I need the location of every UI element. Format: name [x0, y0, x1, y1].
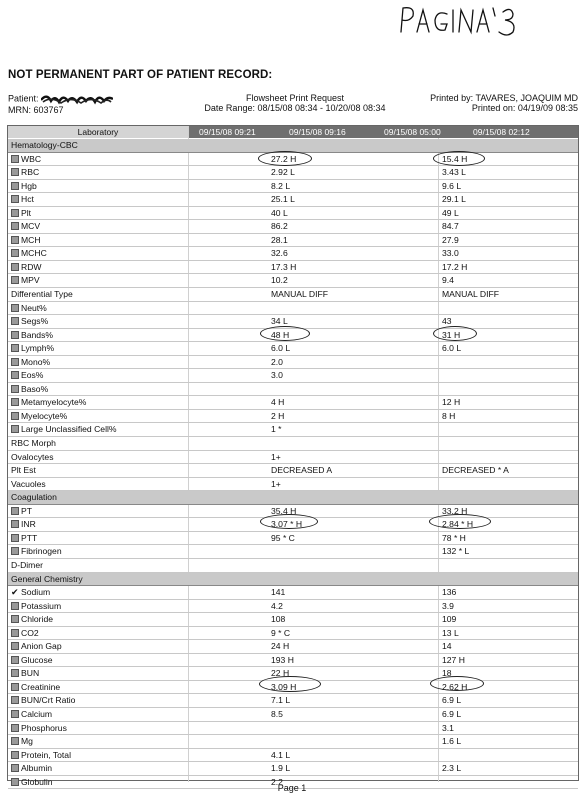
test-name-text: Mg [21, 736, 33, 747]
test-name [11, 193, 34, 207]
table-row [8, 586, 578, 600]
table-row [8, 600, 578, 614]
section-row [8, 139, 578, 153]
graph-icon[interactable] [11, 615, 19, 623]
graph-icon[interactable] [11, 331, 19, 339]
test-name-text: Hgb [21, 180, 37, 191]
test-name [11, 600, 61, 614]
graph-icon[interactable] [11, 385, 19, 393]
result-value-col1: 141 [271, 587, 286, 598]
result-value-col4: 49 L [442, 207, 459, 218]
table-row [8, 654, 578, 668]
result-value-col4: 27.9 [442, 234, 459, 245]
result-value-col4: 9.4 [442, 275, 454, 286]
section-label [11, 573, 83, 587]
result-value-col1: 17.3 H [271, 261, 297, 272]
result-value-col1: 35.4 H [271, 505, 297, 516]
table-row [8, 234, 578, 248]
test-name-text: INR [21, 519, 36, 530]
test-name [11, 545, 62, 559]
test-name-text: MCV [21, 221, 41, 232]
result-value-col4: 78 * H [442, 532, 466, 543]
test-name-text: Creatinine [21, 681, 61, 692]
test-name-text: Glucose [21, 654, 53, 665]
result-value-col4: 132 * L [442, 546, 470, 557]
graph-icon[interactable] [11, 547, 19, 555]
test-name [11, 329, 53, 343]
table-row [8, 627, 578, 641]
handwriting-drawing [395, 2, 535, 42]
test-name [11, 681, 60, 695]
test-name [11, 722, 67, 736]
table-row [8, 518, 578, 532]
table-row [8, 356, 578, 370]
test-name-text: Large Unclassified Cell% [21, 424, 117, 435]
table-row [8, 545, 578, 559]
redaction-scribble [41, 93, 113, 105]
result-value-col1: 32.6 [271, 248, 288, 259]
test-name-text: Segs% [21, 316, 49, 327]
test-name [11, 342, 54, 356]
graph-icon[interactable] [11, 317, 19, 325]
test-name [11, 437, 56, 451]
test-name [11, 451, 54, 465]
test-name [11, 247, 47, 261]
graph-icon[interactable] [11, 737, 19, 745]
table-row [8, 505, 578, 519]
result-value-col1: MANUAL DIFF [271, 289, 328, 300]
test-name-text: Anion Gap [21, 641, 62, 652]
printed-on: Printed on: 04/19/09 08:35 [471, 103, 578, 113]
table-row [8, 681, 578, 695]
patient-info [8, 93, 113, 115]
table-row [8, 694, 578, 708]
test-name-text: Protein, Total [21, 749, 72, 760]
test-name [11, 478, 46, 492]
result-value-col1: 8.2 L [271, 180, 291, 191]
table-row [8, 478, 578, 492]
result-value-col4: 15.4 H [442, 153, 468, 164]
test-name [11, 288, 73, 302]
test-name-text: Lymph% [21, 343, 55, 354]
test-name-text: Vacuoles [11, 478, 46, 489]
date-column-4: 09/15/08 02:12 [473, 127, 530, 137]
graph-icon[interactable] [11, 398, 19, 406]
result-value-col4: 17.2 H [442, 261, 468, 272]
table-row [8, 261, 578, 275]
graph-icon[interactable] [11, 276, 19, 284]
result-value-col1: 2 H [271, 410, 285, 421]
table-row [8, 247, 578, 261]
result-value-col4: 12 H [442, 397, 461, 408]
table-row [8, 153, 578, 167]
result-value-col4: 43 [442, 316, 452, 327]
result-value-col4: MANUAL DIFF [442, 289, 499, 300]
result-value-col1: 7.1 L [271, 695, 291, 706]
table-row [8, 464, 578, 478]
result-value-col4: 127 H [442, 654, 465, 665]
test-name-text: Myelocyte% [21, 410, 68, 421]
test-name-text: Hematology-CBC [11, 140, 78, 150]
test-name-text: Chloride [21, 614, 54, 625]
result-value-col4: 136 [442, 587, 457, 598]
table-row [8, 180, 578, 194]
table-row [8, 559, 578, 573]
test-name-text: MCH [21, 234, 41, 245]
table-row [8, 302, 578, 316]
result-value-col4: 2.3 L [442, 763, 462, 774]
section-label [11, 491, 57, 505]
test-name-text: Neut% [21, 302, 47, 313]
result-value-col1: 2.92 L [271, 167, 295, 178]
test-name-text: Phosphorus [21, 722, 67, 733]
section-label [11, 139, 78, 153]
graph-icon[interactable] [11, 209, 19, 217]
test-name [11, 166, 39, 180]
test-name [11, 369, 43, 383]
result-value-col4: 84.7 [442, 221, 459, 232]
test-name-text: Coagulation [11, 492, 57, 503]
test-name [11, 640, 62, 654]
graph-icon[interactable] [11, 155, 19, 163]
result-value-col1: 34 L [271, 316, 288, 327]
test-name [11, 518, 36, 532]
table-row [8, 451, 578, 465]
result-value-col1: 4 H [271, 397, 285, 408]
result-value-col4: 3.9 [442, 600, 454, 611]
date-column-3: 09/15/08 05:00 [384, 127, 441, 137]
test-name-text: RDW [21, 261, 42, 272]
result-value-col1: 6.0 L [271, 343, 291, 354]
test-name [11, 220, 40, 234]
result-value-col1: 193 H [271, 654, 294, 665]
table-row [8, 423, 578, 437]
graph-icon[interactable] [11, 534, 19, 542]
graph-icon[interactable] [11, 683, 19, 691]
test-name-text: Eos% [21, 370, 44, 381]
result-value-col4: 13 L [442, 627, 459, 638]
test-name [11, 207, 31, 221]
test-name [11, 302, 47, 316]
test-name-text: Globulin [21, 776, 53, 787]
date-range: Date Range: 08/15/08 08:34 - 10/20/08 08:34 [204, 103, 386, 113]
table-row [8, 342, 578, 356]
table-row [8, 722, 578, 736]
test-name [11, 423, 117, 437]
laboratory-header: Laboratory [8, 126, 188, 138]
test-name-text: Differential Type [11, 289, 73, 300]
result-value-col4: DECREASED * A [442, 465, 509, 476]
table-row [8, 613, 578, 627]
test-name [11, 356, 50, 370]
result-value-col4: 9.6 L [442, 180, 462, 191]
result-value-col4: 18 [442, 668, 452, 679]
printed-by: Printed by: TAVARES, JOAQUIM MD [430, 93, 578, 103]
test-name [11, 586, 50, 600]
table-row [8, 220, 578, 234]
test-name [11, 749, 71, 763]
checkmark-icon[interactable]: ✔ [11, 587, 19, 598]
test-name-text: Sodium [21, 587, 51, 598]
result-value-col4: 3.43 L [442, 167, 466, 178]
result-value-col4: 2.84 * H [442, 519, 474, 530]
lab-flowsheet-table [7, 125, 579, 787]
test-name [11, 464, 36, 478]
test-name [11, 396, 86, 410]
result-value-col1: 95 * C [271, 532, 295, 543]
result-value-col4: 29.1 L [442, 194, 466, 205]
result-value-col1: 1+ [271, 451, 281, 462]
test-name-text: General Chemistry [11, 573, 83, 584]
test-name-text: Bands% [21, 329, 54, 340]
result-value-col1: 1 * [271, 424, 282, 435]
graph-icon[interactable] [11, 168, 19, 176]
graph-icon[interactable] [11, 507, 19, 515]
table-row [8, 410, 578, 424]
table-row [8, 274, 578, 288]
graph-icon[interactable] [11, 249, 19, 257]
test-name-text: Fibrinogen [21, 546, 62, 557]
test-name-text: CO2 [21, 627, 39, 638]
result-value-col4: 33.0 [442, 248, 459, 259]
test-name [11, 261, 42, 275]
result-value-col4: 6.9 L [442, 708, 462, 719]
test-name [11, 274, 40, 288]
result-value-col4: 31 H [442, 329, 461, 340]
test-name-text: WBC [21, 153, 42, 164]
result-value-col1: 48 H [271, 329, 290, 340]
date-column-1: 09/15/08 09:21 [199, 127, 256, 137]
test-name [11, 613, 53, 627]
result-value-col4: 6.0 L [442, 343, 462, 354]
graph-icon[interactable] [11, 371, 19, 379]
result-value-col1: 27.2 H [271, 153, 297, 164]
test-name [11, 180, 37, 194]
table-row [8, 396, 578, 410]
test-name [11, 667, 39, 681]
test-name-text: RBC [21, 167, 40, 178]
print-title: Flowsheet Print Request [245, 93, 345, 103]
graph-icon[interactable] [11, 358, 19, 366]
patient-label: Patient: [8, 93, 39, 104]
printed-info [430, 93, 578, 113]
result-value-col1: 9 * C [271, 627, 291, 638]
result-value-col1: 8.5 [271, 708, 283, 719]
graph-icon[interactable] [11, 195, 19, 203]
table-row [8, 640, 578, 654]
result-value-col1: 2.0 [271, 356, 283, 367]
graph-icon[interactable] [11, 182, 19, 190]
graph-icon[interactable] [11, 520, 19, 528]
table-row [8, 207, 578, 221]
mrn-line: MRN: 603767 [8, 105, 64, 115]
table-row [8, 708, 578, 722]
test-name [11, 410, 67, 424]
graph-icon[interactable] [11, 344, 19, 352]
graph-icon[interactable] [11, 751, 19, 759]
test-name [11, 383, 48, 397]
result-value-col1: 1+ [271, 478, 281, 489]
table-row [8, 762, 578, 776]
test-name-text: Hct [21, 194, 34, 205]
graph-icon[interactable] [11, 642, 19, 650]
test-name-text: Albumin [21, 763, 53, 774]
test-name-text: Mono% [21, 356, 51, 367]
test-name-text: Baso% [21, 383, 49, 394]
graph-icon[interactable] [11, 724, 19, 732]
table-row [8, 532, 578, 546]
test-name [11, 315, 48, 329]
test-name-text: Metamyelocyte% [21, 397, 87, 408]
table-row [8, 369, 578, 383]
test-name-text: PTT [21, 532, 38, 543]
test-name [11, 234, 41, 248]
result-value-col1: 28.1 [271, 234, 288, 245]
test-name [11, 505, 32, 519]
test-name [11, 762, 52, 776]
table-row [8, 193, 578, 207]
graph-icon[interactable] [11, 236, 19, 244]
table-header [8, 126, 578, 138]
result-value-col4: 2.62 H [442, 681, 468, 692]
test-name [11, 153, 41, 167]
result-value-col1: 25.1 L [271, 194, 295, 205]
test-name [11, 708, 52, 722]
result-value-col1: 10.2 [271, 275, 288, 286]
result-value-col4: 33.2 H [442, 505, 468, 516]
handwritten-page-note [395, 2, 535, 42]
section-row [8, 573, 578, 587]
graph-icon[interactable] [11, 263, 19, 271]
result-value-col1: 4.2 [271, 600, 283, 611]
result-value-col1: DECREASED A [271, 465, 333, 476]
print-request-info [190, 93, 400, 113]
graph-icon[interactable] [11, 669, 19, 677]
graph-icon[interactable] [11, 602, 19, 610]
result-value-col1: 108 [271, 614, 286, 625]
graph-icon[interactable] [11, 656, 19, 664]
table-row [8, 329, 578, 343]
patient-line [8, 93, 113, 105]
page-footer: Page 1 [277, 783, 307, 793]
result-value-col1: 3.09 H [271, 681, 297, 692]
test-name [11, 654, 53, 668]
result-value-col4: 8 H [442, 410, 456, 421]
result-value-col1: 1.9 L [271, 763, 291, 774]
result-value-col4: 3.1 [442, 722, 454, 733]
test-name-text: Potassium [21, 600, 62, 611]
table-row [8, 735, 578, 749]
test-name [11, 735, 33, 749]
test-name [11, 532, 37, 546]
table-row [8, 667, 578, 681]
test-name-text: D-Dimer [11, 559, 43, 570]
test-name-text: PT [21, 505, 32, 516]
result-value-col1: 86.2 [271, 221, 288, 232]
result-value-col1: 24 H [271, 641, 290, 652]
result-value-col1: 2.2 [271, 776, 283, 787]
result-value-col1: 3.07 * H [271, 519, 303, 530]
test-name-text: Plt Est [11, 465, 36, 476]
table-row [8, 749, 578, 763]
test-name-text: RBC Morph [11, 438, 56, 449]
table-body [8, 139, 578, 789]
graph-icon[interactable] [11, 412, 19, 420]
test-name-text: MPV [21, 275, 40, 286]
result-value-col4: 1.6 L [442, 736, 462, 747]
graph-icon[interactable] [11, 222, 19, 230]
date-header-bar [189, 126, 578, 138]
section-row [8, 491, 578, 505]
test-name-text: MCHC [21, 248, 47, 259]
result-value-col1: 22 H [271, 668, 290, 679]
graph-icon[interactable] [11, 629, 19, 637]
graph-icon[interactable] [11, 304, 19, 312]
table-row [8, 383, 578, 397]
not-permanent-notice: NOT PERMANENT PART OF PATIENT RECORD: [8, 69, 273, 81]
graph-icon[interactable] [11, 764, 19, 772]
graph-icon[interactable] [11, 425, 19, 433]
test-name-text: Ovalocytes [11, 451, 54, 462]
test-name [11, 559, 43, 573]
result-value-col1: 40 L [271, 207, 288, 218]
table-row [8, 315, 578, 329]
graph-icon[interactable] [11, 696, 19, 704]
result-value-col4: 14 [442, 641, 452, 652]
date-column-2: 09/15/08 09:16 [289, 127, 346, 137]
table-row [8, 437, 578, 451]
test-name-text: Plt [21, 207, 32, 218]
table-row [8, 166, 578, 180]
test-name-text: BUN [21, 668, 40, 679]
result-value-col4: 109 [442, 614, 457, 625]
test-name [11, 694, 75, 708]
test-name-text: Calcium [21, 708, 53, 719]
result-value-col1: 4.1 L [271, 749, 291, 760]
graph-icon[interactable] [11, 710, 19, 718]
result-value-col4: 6.9 L [442, 695, 462, 706]
table-row [8, 288, 578, 302]
test-name [11, 627, 39, 641]
result-value-col1: 3.0 [271, 370, 283, 381]
test-name-text: BUN/Crt Ratio [21, 695, 76, 706]
